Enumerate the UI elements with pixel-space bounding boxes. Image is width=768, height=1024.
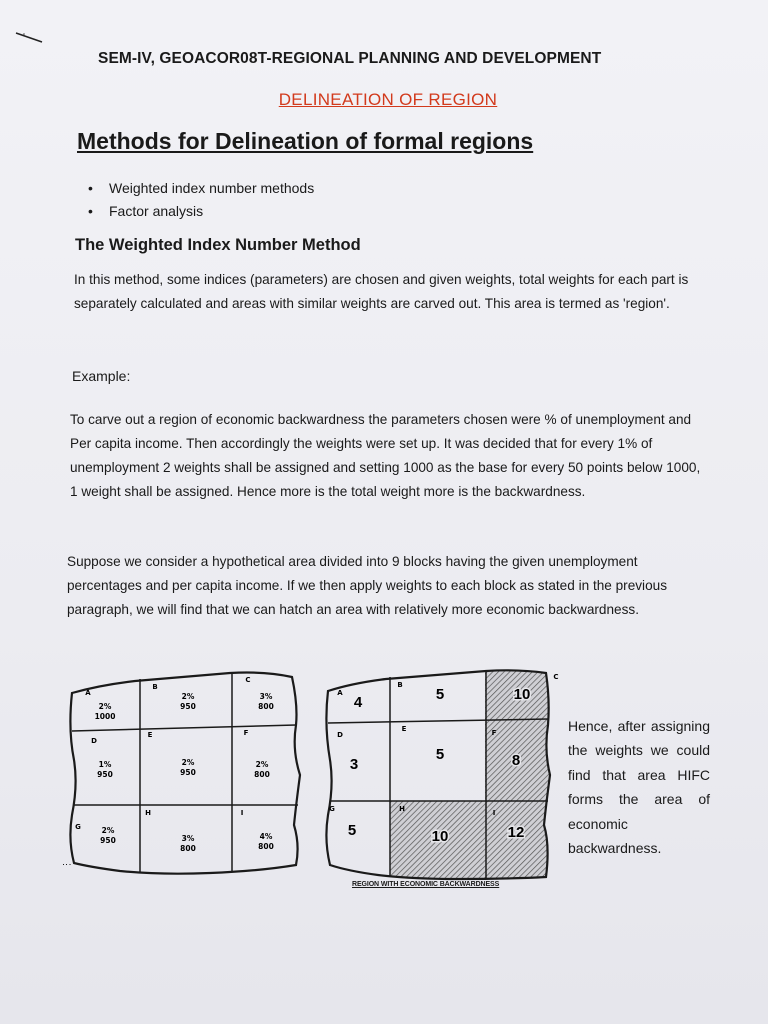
block-weight: 10 [431, 828, 449, 845]
block-unemployment: 2% [181, 692, 195, 701]
block-weight: 8 [511, 752, 521, 769]
block-unemployment: 3% [259, 692, 273, 701]
block-letter: B [397, 681, 403, 689]
margin-dots: ⋮ [62, 860, 72, 869]
block-unemployment: 1% [98, 760, 112, 769]
section-heading: The Weighted Index Number Method [75, 236, 361, 254]
block-letter: E [401, 725, 407, 733]
block-unemployment: 2% [255, 760, 269, 769]
block-letter: H [145, 809, 151, 817]
block-weight: 5 [435, 746, 445, 763]
block-letter: I [240, 809, 244, 817]
block-weight: 12 [507, 824, 525, 841]
block-letter: H [399, 805, 405, 813]
block-weight: 5 [435, 686, 445, 703]
block-income: 1000 [94, 712, 116, 721]
paragraph-hypothetical: Suppose we consider a hypothetical area divided into 9 blocks having the given unemployment percentages and per capita income. If we then apply weights to each block as stated in the previous paragraph, we will find that we can hatch an area with relatively more economic backwardness. [67, 554, 667, 617]
block-letter: C [245, 676, 251, 684]
course-header: SEM-IV, GEOACOR08T-REGIONAL PLANNING AND DEVELOPMENT [98, 50, 602, 67]
block-income: 800 [180, 844, 196, 853]
list-item: • Weighted index number methods [88, 178, 314, 201]
block-unemployment: 3% [181, 834, 195, 843]
block-income: 950 [100, 836, 116, 845]
section-subheading: DELINEATION OF REGION [278, 90, 498, 109]
conclusion-text: Hence, after assigning the weights we could find that area HIFC forms the area of economic backwardness. [568, 718, 710, 857]
block-letter: D [337, 731, 343, 739]
block-unemployment: 2% [181, 758, 195, 767]
block-letter: D [91, 737, 97, 745]
block-letter: A [85, 689, 91, 697]
block-letter: F [243, 729, 249, 737]
block-income: 800 [258, 842, 274, 851]
block-unemployment: 4% [259, 832, 273, 841]
page-title: Methods for Delineation of formal regions [77, 128, 534, 154]
block-letter: F [491, 729, 497, 737]
block-letter: I [492, 809, 496, 817]
block-letter: B [152, 683, 158, 691]
list-item: • Factor analysis [88, 201, 314, 224]
block-weight: 5 [347, 822, 357, 839]
block-weight: 3 [349, 756, 359, 773]
block-letter: A [337, 689, 343, 697]
methods-list [88, 178, 314, 224]
block-unemployment: 2% [98, 702, 112, 711]
block-income: 800 [254, 770, 270, 779]
block-unemployment: 2% [101, 826, 115, 835]
block-weight: 10 [513, 686, 531, 703]
example-label: Example: [72, 368, 131, 384]
pen-mark [14, 30, 44, 44]
block-weight: 4 [353, 694, 363, 711]
map-weights [318, 665, 578, 885]
block-letter: G [329, 805, 335, 813]
block-income: 800 [258, 702, 274, 711]
block-income: 950 [180, 702, 196, 711]
block-letter: C [553, 673, 559, 681]
block-letter: G [75, 823, 81, 831]
map-unemployment-income [60, 665, 310, 885]
block-income: 950 [97, 770, 113, 779]
paragraph-example: To carve out a region of economic backwardness the parameters chosen were % of unemployment and Per capita income. Then accordingly the weights were set up. It was decided that for every 1% of unemployment 2 weights shall be assigned and setting 1000 as the base for every 50 points below 1000, 1 weight shall be assigned. Hence more is the total weight more is the backwardness. [70, 412, 701, 499]
maps-figure [60, 665, 560, 900]
map-caption: REGION WITH ECONOMIC BACKWARDNESS [352, 881, 500, 888]
block-income: 950 [180, 768, 196, 777]
block-letter: E [147, 731, 153, 739]
paragraph-definition: In this method, some indices (parameters) are chosen and given weights, total weights for each part is separately calculated and areas with similar weights are carved out. This area is termed as 'region'. [74, 272, 689, 311]
